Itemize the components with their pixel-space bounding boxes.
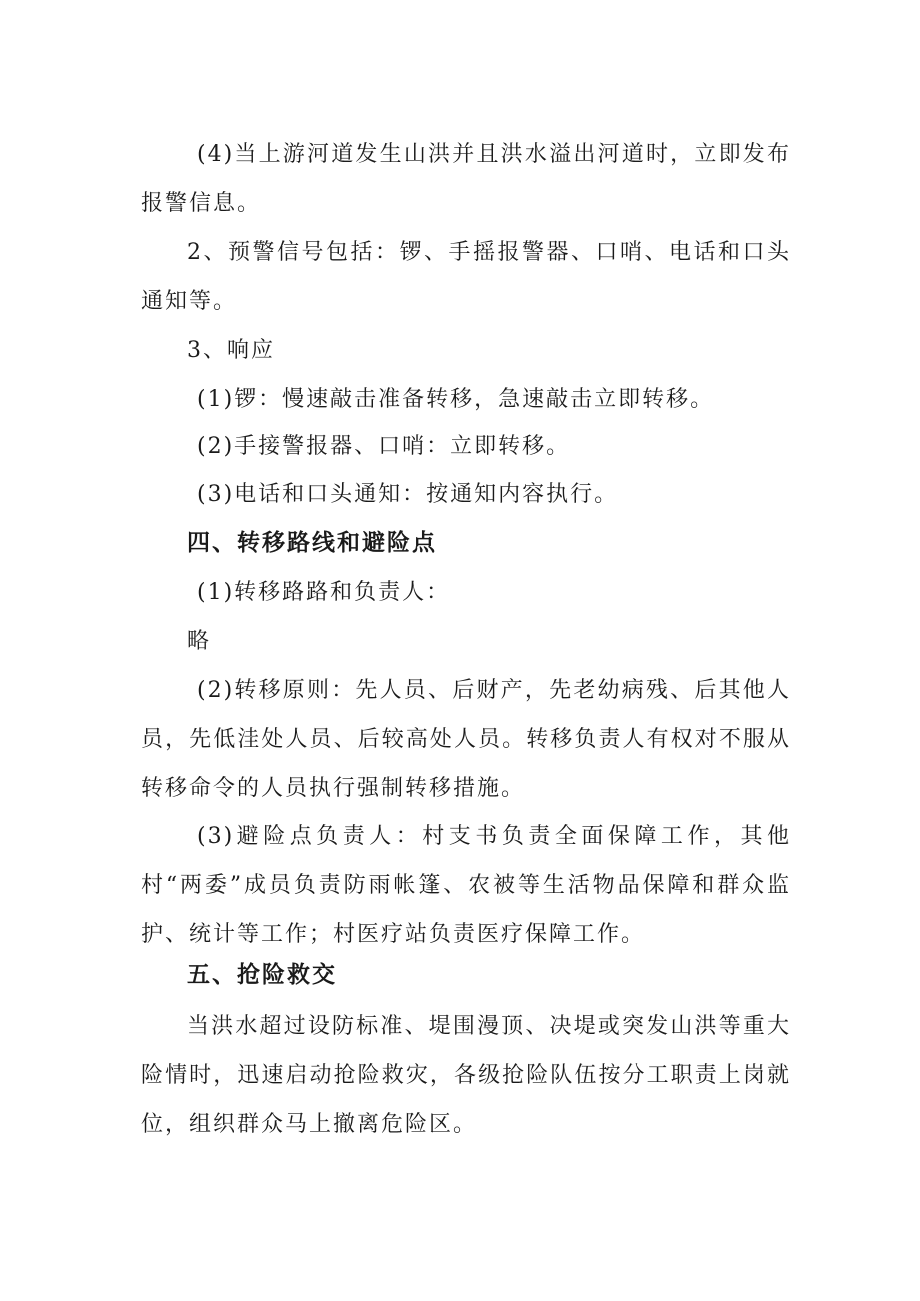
paragraph-response-title: 3、响应 xyxy=(187,338,275,363)
section-heading-rescue: 五、抢险救交 xyxy=(187,962,337,988)
paragraph-alarm-condition-4: (4)当上游河道发生山洪并且洪水溢出河道时，立即发布报警信息。 xyxy=(141,142,791,216)
paragraph-warning-signals: 2、预警信号包括：锣、手摇报警器、口哨、电话和口头通知等。 xyxy=(141,240,791,314)
paragraph-evacuation-principle: (2)转移原则：先人员、后财产，先老幼病残、后其他人员，先低洼处人员、后较高处人员。转移负责人有权对不服从转移命令的人员执行强制转移措施。 xyxy=(141,678,791,801)
section-heading-evacuation: 四、转移路线和避险点 xyxy=(187,530,437,556)
paragraph-response-phone: (3)电话和口头通知：按通知内容执行。 xyxy=(197,482,619,507)
paragraph-omitted: 略 xyxy=(187,629,212,654)
paragraph-evacuation-route-owner: (1)转移路路和负责人： xyxy=(197,580,451,605)
paragraph-shelter-owner: (3)避险点负责人：村支书负责全面保障工作，其他村“两委”成员负责防雨帐篷、农被等生活物品保障和群众监护、统计等工作；村医疗站负责医疗保障工作。 xyxy=(141,824,791,947)
paragraph-response-alarm-whistle: (2)手接警报器、口哨：立即转移。 xyxy=(197,434,571,459)
paragraph-rescue-body: 当洪水超过设防标准、堤围漫顶、决堤或突发山洪等重大险情时，迅速启动抢险救灾，各级抢险队伍按分工职责上岗就位，组织群众马上撤离危险区。 xyxy=(141,1014,791,1137)
paragraph-response-gong: (1)锣：慢速敲击准备转移，急速敲击立即转移。 xyxy=(197,387,715,412)
